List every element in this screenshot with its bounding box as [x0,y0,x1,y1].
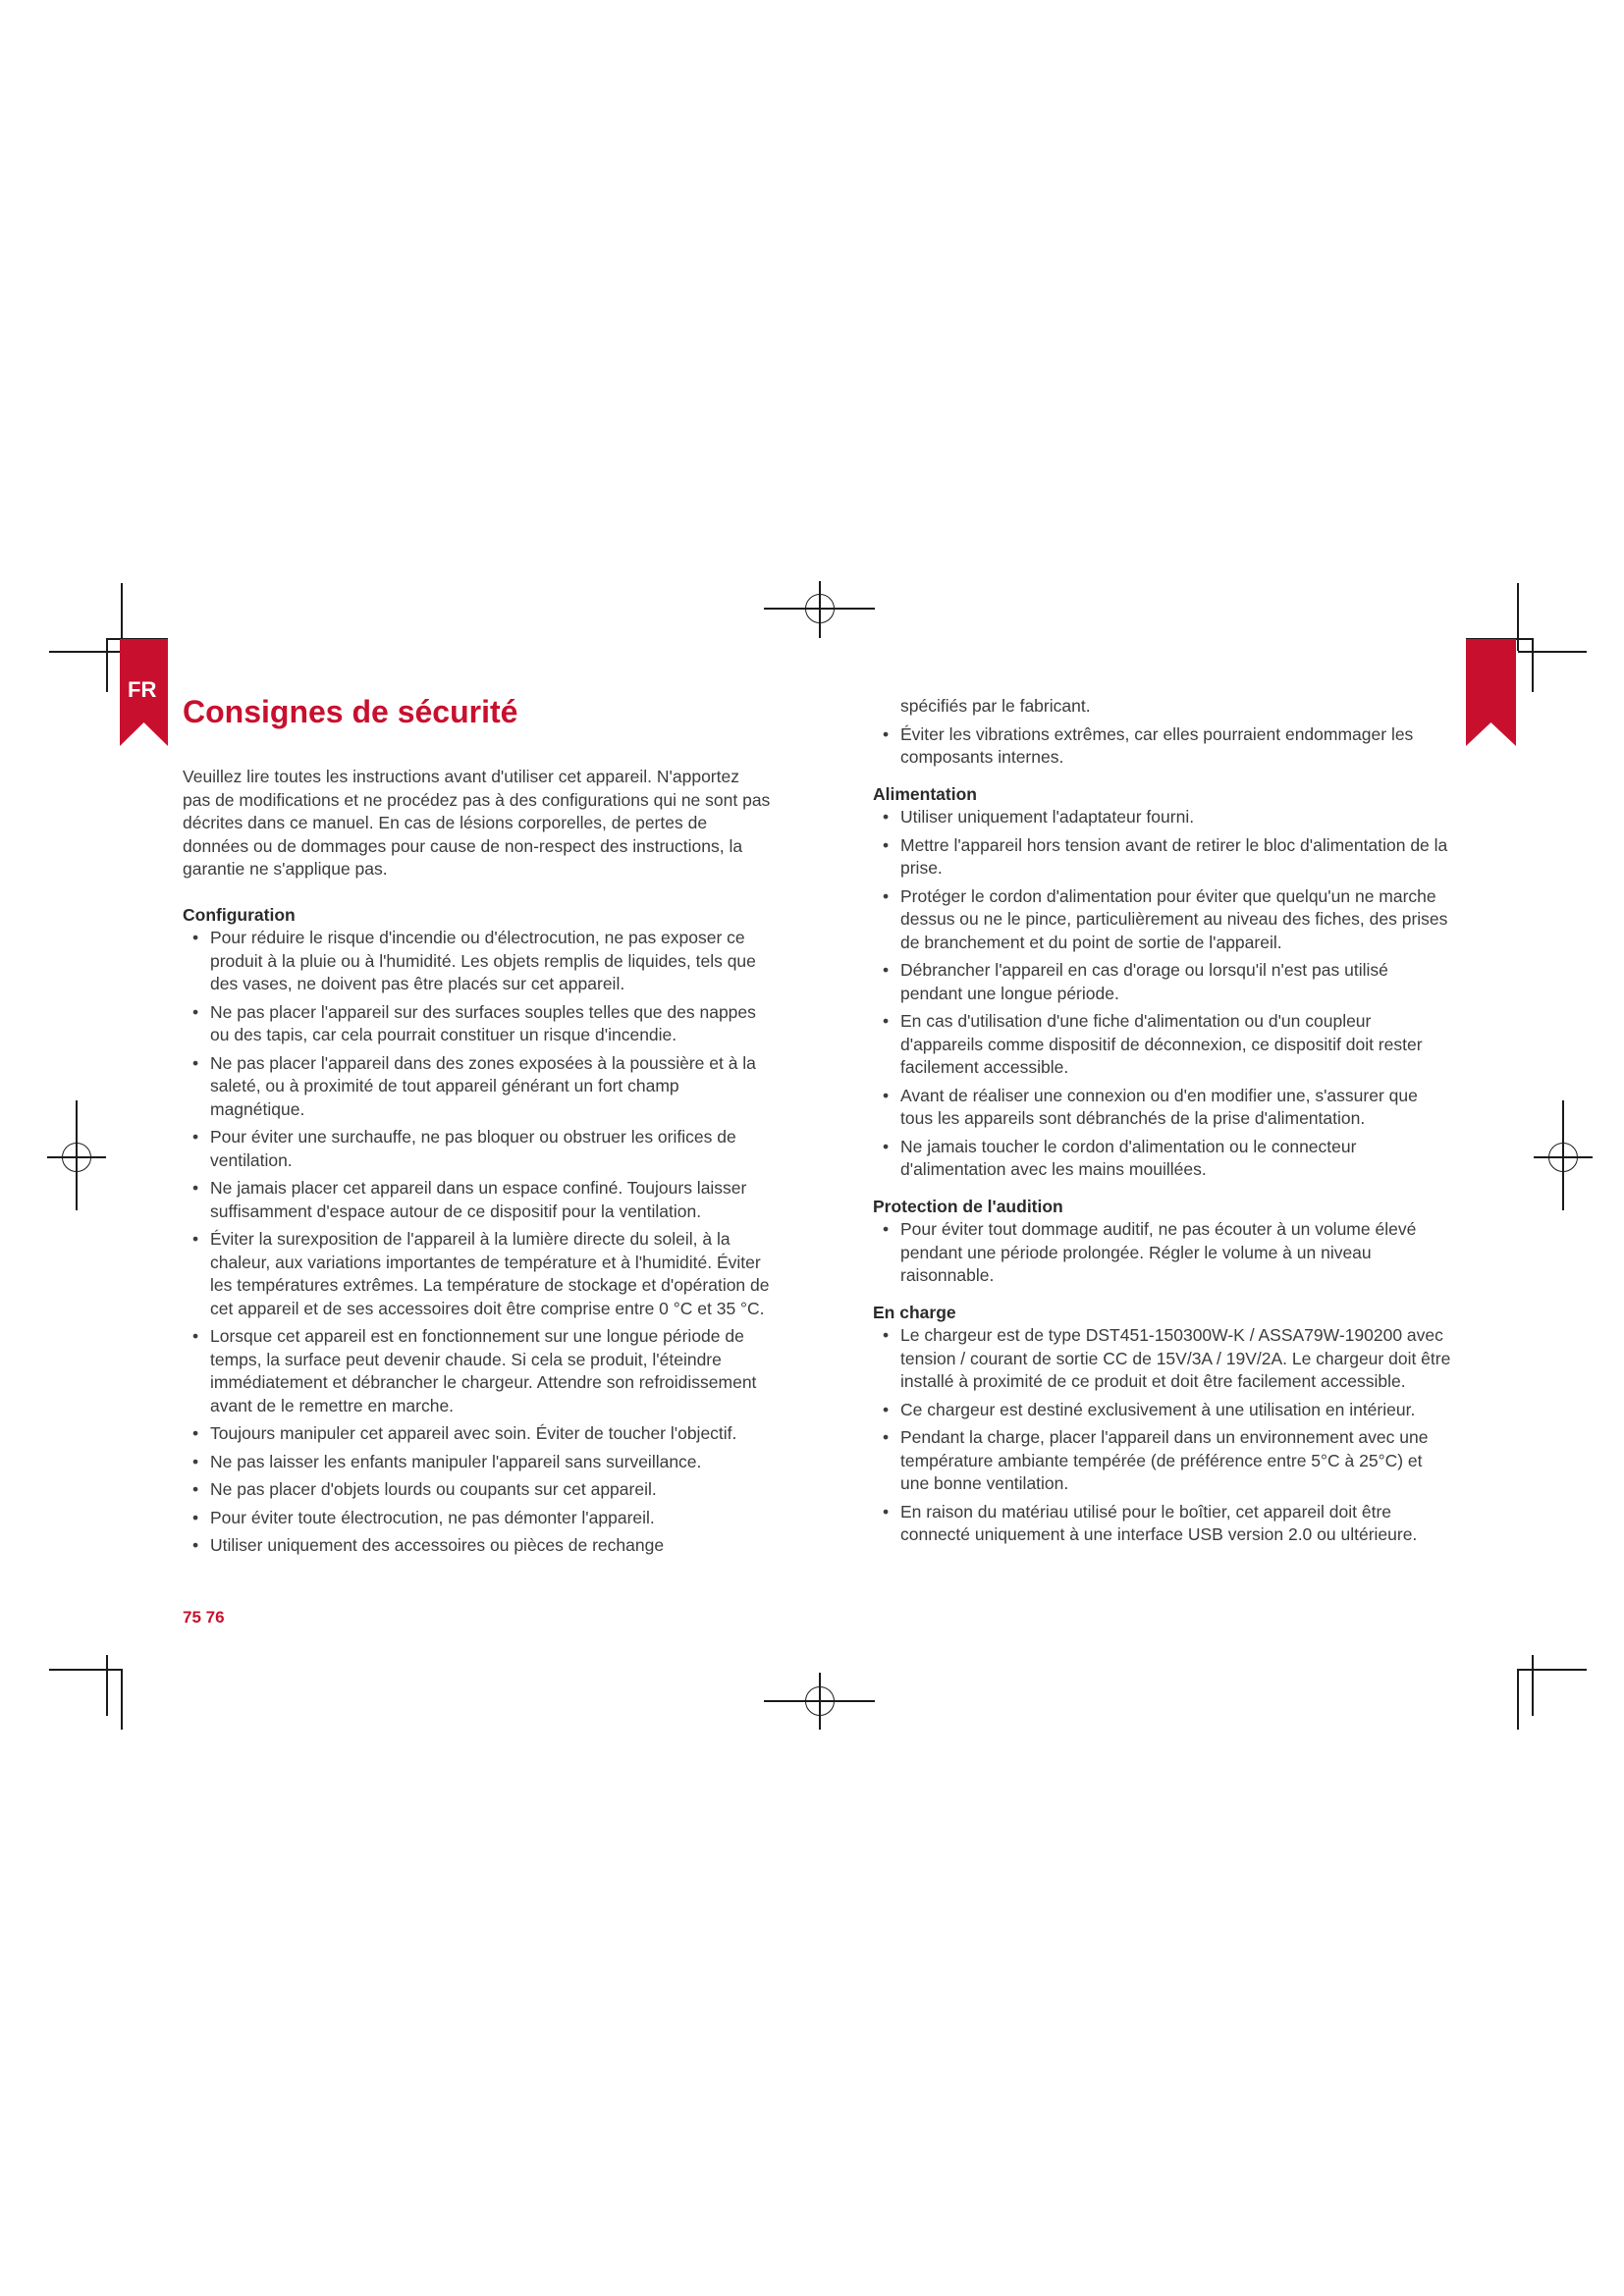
configuration-list [183,927,772,1558]
crop-mark [1532,638,1534,692]
list-item: • Lorsque cet appareil est en fonctionnement sur une longue période de temps, la surface peut devenir chaude. Si cela se produit, l'éteindre immédiatement et débrancher le chargeur. Attendre son refroidissement avant de le remettre en marche. [183,1325,772,1417]
charge-list [873,1324,1452,1547]
list-item: • Débrancher l'appareil en cas d'orage ou lorsqu'il n'est pas utilisé pendant une longue période. [873,959,1452,1005]
crop-mark [1517,1669,1519,1730]
list-item: • Ne pas placer l'appareil sur des surfaces souples telles que des nappes ou des tapis, car cela pourrait constituer un risque d'incendie. [183,1001,772,1047]
list-item: • Protéger le cordon d'alimentation pour éviter que quelqu'un ne marche dessus ou ne le pince, particulièrement au niveau des fiches, des prises de branchement et du point de sortie de l'appareil. [873,885,1452,955]
list-item: • Pour éviter une surchauffe, ne pas bloquer ou obstruer les orifices de ventilation. [183,1126,772,1172]
language-tab-label: FR [128,677,157,702]
list-item: • Utiliser uniquement l'adaptateur fourni. [873,806,1452,829]
list-item: • Pour réduire le risque d'incendie ou d'électrocution, ne pas exposer ce produit à la pluie ou à l'humidité. Les objets remplis de liquides, tels que des vases, ne doivent pas être placés sur cet appareil. [183,927,772,996]
list-item: • Pendant la charge, placer l'appareil dans un environnement avec une température ambiante tempérée (de préférence entre 5°C à 25°C) et une bonne ventilation. [873,1426,1452,1496]
left-column [183,766,772,1572]
list-item: • Ce chargeur est destiné exclusivement à une utilisation en intérieur. [873,1399,1452,1422]
list-item: • Mettre l'appareil hors tension avant de retirer le bloc d'alimentation de la prise. [873,834,1452,881]
crop-mark [49,651,121,653]
intro-paragraph: Veuillez lire toutes les instructions avant d'utiliser cet appareil. N'apportez pas de modifications et ne procédez pas à des configurations qui ne sont pas décrites dans ce manuel. En cas de lésions corporelles, de pertes de données ou de dommages pour cause de non-respect des instructions, la garantie ne s'applique pas. [183,767,771,879]
configuration-list-continued [873,723,1452,770]
section-heading-audition: Protection de l'audition [873,1196,1063,1216]
crop-mark [106,1655,108,1716]
list-item: • En cas d'utilisation d'une fiche d'alimentation ou d'un coupleur d'appareils comme dispositif de déconnexion, ce dispositif doit rester facilement accessible. [873,1010,1452,1080]
list-item: • Avant de réaliser une connexion ou d'en modifier une, s'assurer que tous les appareils sont débranchés de la prise d'alimentation. [873,1085,1452,1131]
section-heading-charge: En charge [873,1302,956,1322]
crop-mark [121,1669,123,1730]
crop-mark [1532,1655,1534,1716]
crop-mark [1518,651,1587,653]
crop-mark [106,638,108,692]
list-item: • Ne jamais toucher le cordon d'alimentation ou le connecteur d'alimentation avec les mains mouillées. [873,1136,1452,1182]
list-item: • Ne pas laisser les enfants manipuler l'appareil sans surveillance. [183,1451,772,1474]
alimentation-list [873,806,1452,1182]
list-item: • Toujours manipuler cet appareil avec soin. Éviter de toucher l'objectif. [183,1422,772,1446]
audition-list [873,1218,1452,1288]
page-numbers: 75 76 [183,1608,225,1627]
crop-mark [1518,1669,1587,1671]
section-heading-alimentation: Alimentation [873,783,977,804]
list-item: • Le chargeur est de type DST451-150300W-K / ASSA79W-190200 avec tension / courant de sortie CC de 15V/3A / 19V/2A. Le chargeur doit être installé à proximité de ce produit et doit être facilement accessible. [873,1324,1452,1394]
list-item: • Pour éviter toute électrocution, ne pas démonter l'appareil. [183,1507,772,1530]
page-title: Consignes de sécurité [183,694,518,729]
list-item: • Ne pas placer d'objets lourds ou coupants sur cet appareil. [183,1478,772,1502]
list-item: • Utiliser uniquement des accessoires ou pièces de rechange [183,1534,772,1558]
list-item: • Ne pas placer l'appareil dans des zones exposées à la poussière et à la saleté, ou à proximité de tout appareil générant un fort champ magnétique. [183,1052,772,1122]
list-item: • Pour éviter tout dommage auditif, ne pas écouter à un volume élevé pendant une période prolongée. Régler le volume à un niveau raisonnable. [873,1218,1452,1288]
crop-mark [1517,583,1519,651]
right-column [873,695,1452,1561]
list-item: • Éviter les vibrations extrêmes, car elles pourraient endommager les composants internes. [873,723,1452,770]
list-item: • Ne jamais placer cet appareil dans un espace confiné. Toujours laisser suffisamment d'espace autour de ce dispositif pour la ventilation. [183,1177,772,1223]
list-item: • En raison du matériau utilisé pour le boîtier, cet appareil doit être connecté uniquement à une interface USB version 2.0 ou ultérieure. [873,1501,1452,1547]
section-heading-configuration: Configuration [183,904,296,925]
list-item-continuation: spécifiés par le fabricant. [900,696,1091,716]
bookmark-tab [1466,639,1516,746]
crop-mark [49,1669,121,1671]
list-item: • Éviter la surexposition de l'appareil à la lumière directe du soleil, à la chaleur, aux variations importantes de température et à l'humidité. Éviter les températures extrêmes. La température de stockage et d'opération de cet appareil et de ses accessoires doit être comprise entre 0 °C et 35 °C. [183,1228,772,1320]
